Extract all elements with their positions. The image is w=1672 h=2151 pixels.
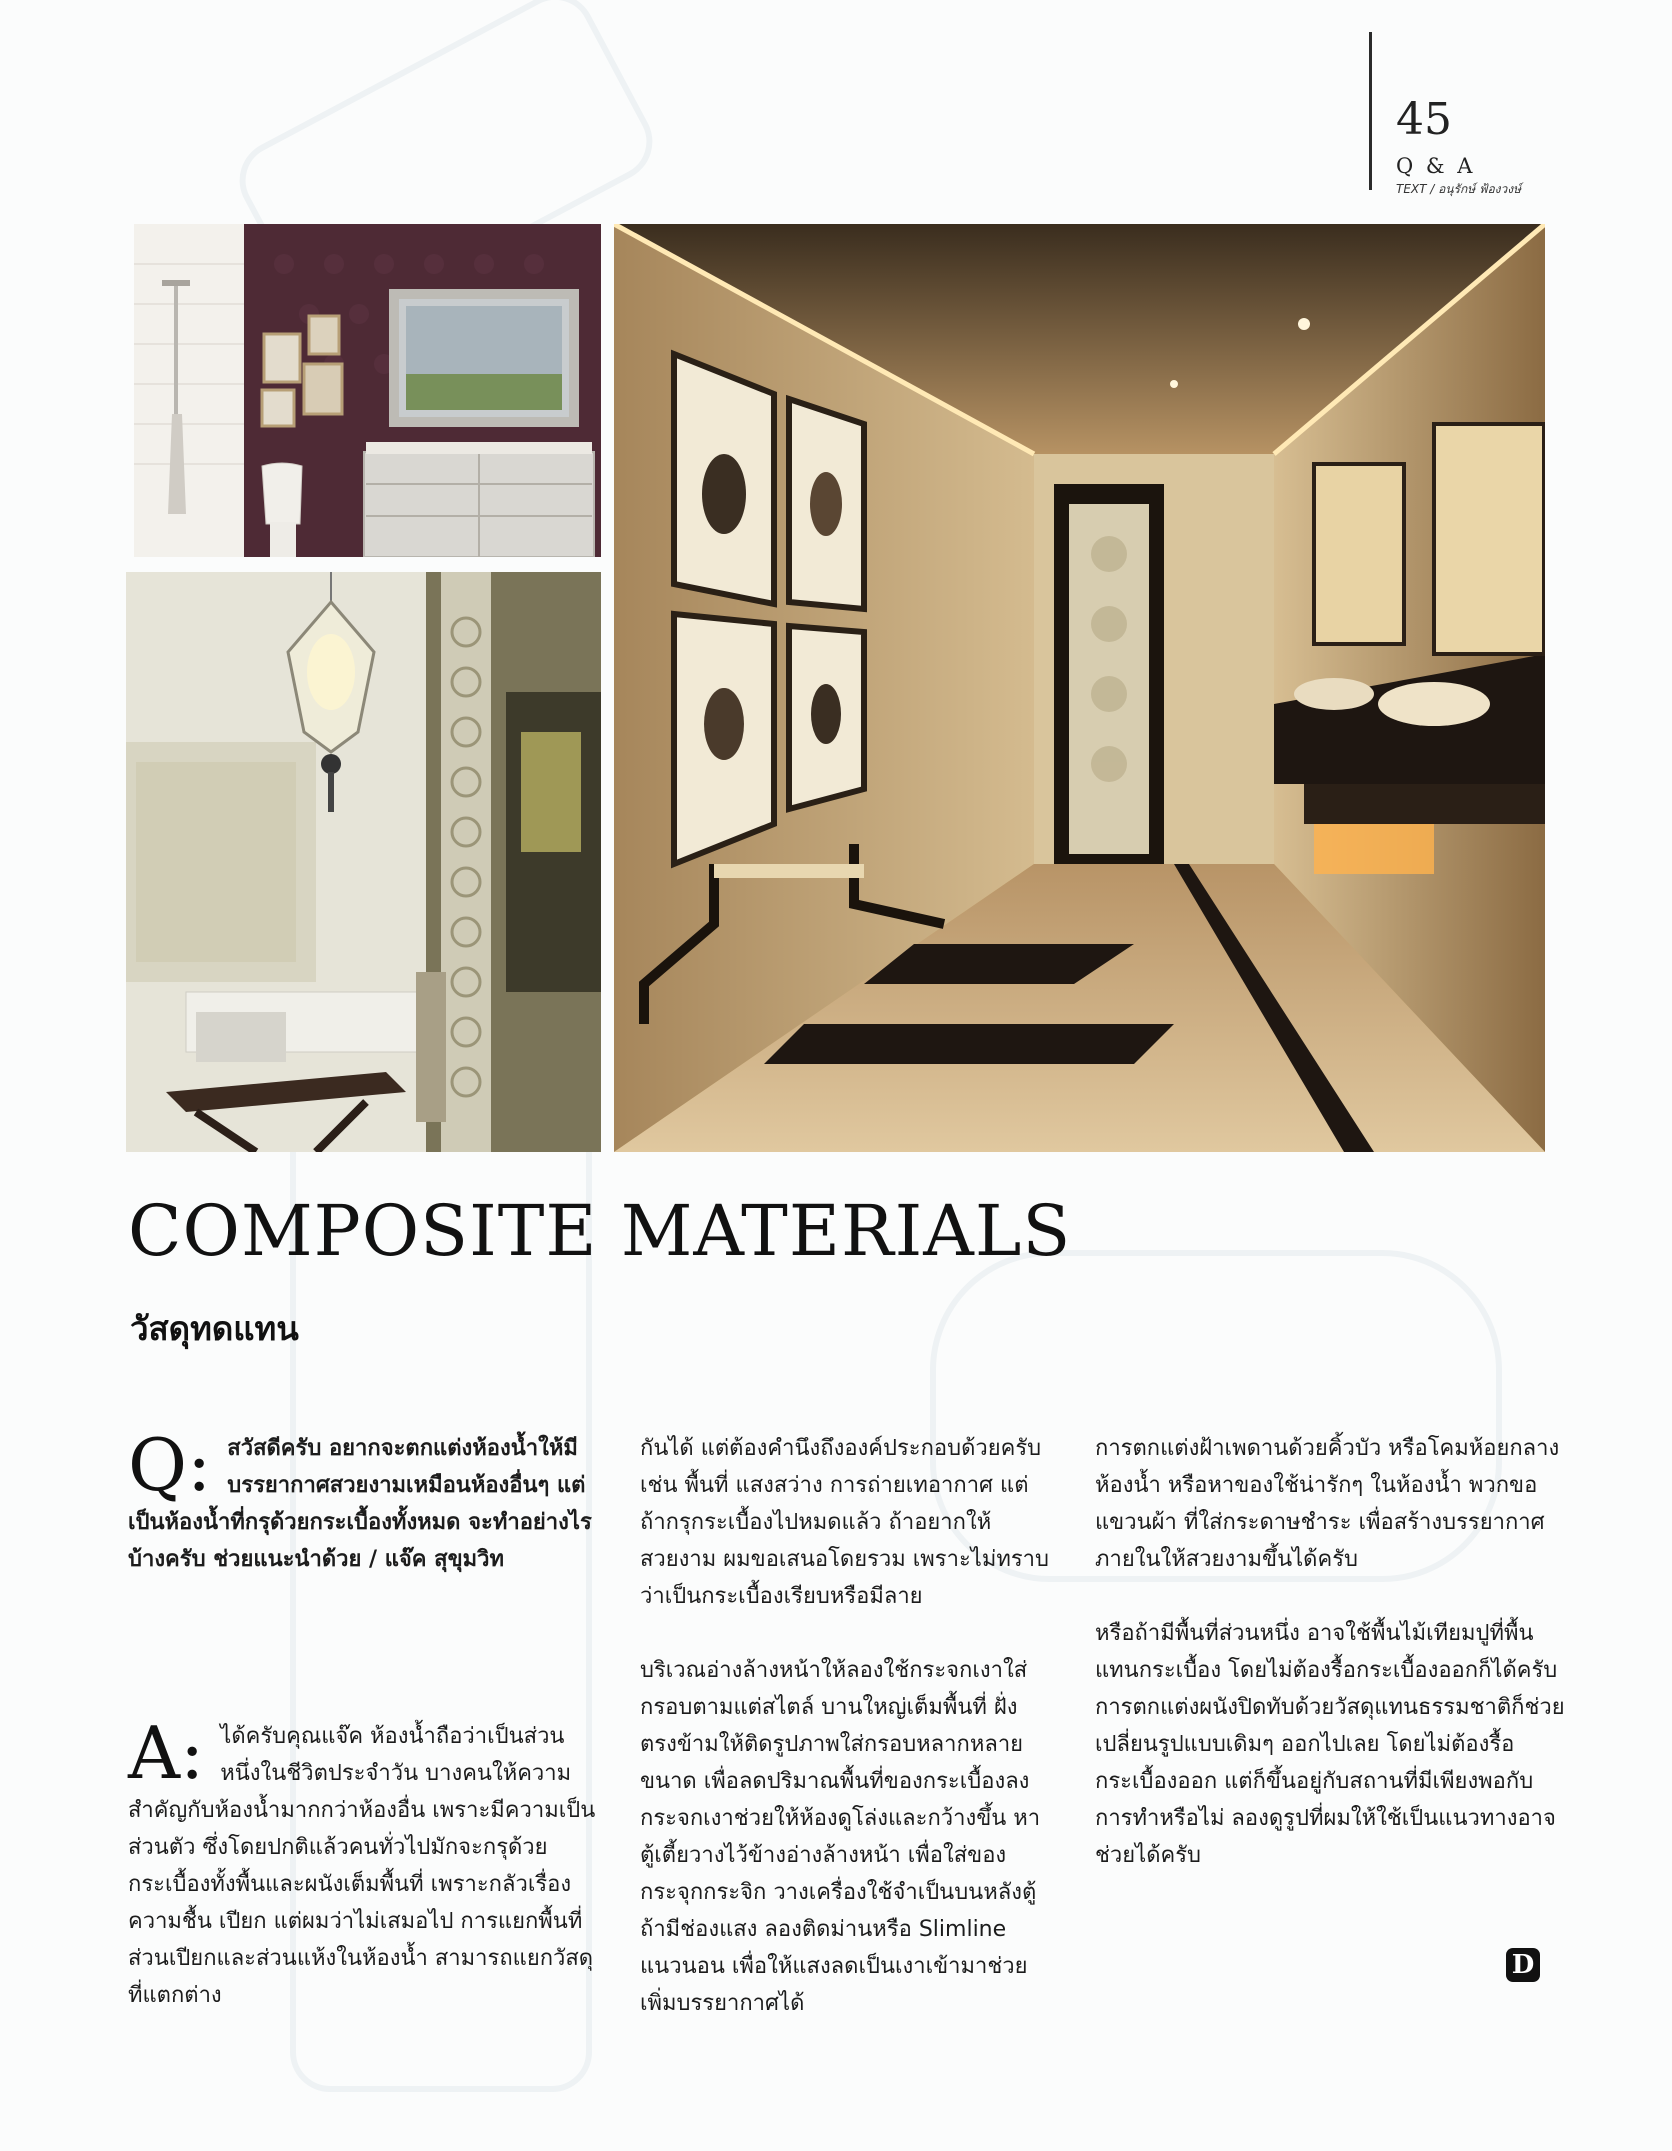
a-letter: A: — [128, 1711, 205, 1795]
article-subtitle: วัสดุทดแทน — [130, 1309, 299, 1348]
end-mark-logo: D — [1506, 1948, 1540, 1982]
page-number: 45 — [1396, 94, 1452, 145]
photo-bathroom-corridor — [614, 224, 1545, 1152]
answer-block — [128, 1711, 598, 2014]
question-block — [128, 1423, 598, 1578]
column-2 — [640, 1430, 1052, 2022]
photo-bathroom-lantern — [126, 572, 601, 1152]
column-3-paragraph-1: การตกแต่งฝ้าเพดานด้วยคิ้วบัว หรือโคมห้อยกลางห้องน้ำ หรือหาของใช้น่ารักๆ ในห้องน้ำ พวกขอแขวนผ้า ที่ใส่กระดาษชำระ เพื่อสร้างบรรยากาศภายในให้สวยงามขึ้นได้ครับ — [1095, 1436, 1560, 1572]
article-title: COMPOSITE MATERIALS — [128, 1190, 1072, 1272]
column-2-paragraph-2: บริเวณอ่างล้างหน้าให้ลองใช้กระจกเงาใส่กรอบตามแต่สไตล์ บานใหญ่เต็มพื้นที่ ฝั่งตรงข้ามให้ติดรูปภาพใส่กรอบหลากหลายขนาด เพื่อลดปริมาณพื้นที่ของกระเบื้องลง กระจกเงาช่วยให้ห้องดูโล่งและกว้างขึ้น หาตู้เตี้ยวางไว้ข้างอ่างล้างหน้า เพื่อใส่ของกระจุกกระจิก วางเครื่องใช้จำเป็นบนหลังตู้ ถ้ามีช่องแสง ลองติดม่านหรือ Slimline แนวนอน เพื่อให้แสงลดเป็นเงาเข้ามาช่วยเพิ่มบรรยากาศได้ — [640, 1658, 1041, 2016]
q-letter: Q: — [128, 1423, 212, 1507]
column-3 — [1095, 1430, 1565, 1874]
column-2-paragraph-1: กันได้ แต่ต้องคำนึงถึงองค์ประกอบด้วยครับ เช่น พื้นที่ แสงสว่าง การถ่ายเทอากาศ แต่ถ้ากรุกระเบื้องไปหมดแล้ว ถ้าอยากให้สวยงาม ผมขอเสนอโดยรวม เพราะไม่ทราบว่าเป็นกระเบื้องเรียบหรือมีลาย — [640, 1436, 1049, 1609]
header-divider — [1369, 32, 1372, 190]
column-3-paragraph-2: หรือถ้ามีพื้นที่ส่วนหนึ่ง อาจใช้พื้นไม้เทียมปูที่พื้นแทนกระเบื้อง โดยไม่ต้องรื้อกระเบื้องออกก็ได้ครับ การตกแต่งผนังปิดทับด้วยวัสดุแทนธรรมชาติก็ช่วยเปลี่ยนรูปแบบเดิมๆ ออกไปเลย โดยไม่ต้องรื้อกระเบื้องออก แต่ก็ขึ้นอยู่กับสถานที่มีเพียงพอกับการทำหรือไม่ ลองดูรูปที่ผมให้ใช้เป็นแนวทางอาจช่วยได้ครับ — [1095, 1621, 1565, 1868]
photo-bathroom-plum-wall — [134, 224, 601, 557]
question-text: สวัสดีครับ อยากจะตกแต่งห้องน้ำให้มีบรรยากาศสวยงามเหมือนห้องอื่นๆ แต่เป็นห้องน้ำที่กรุด้วยกระเบื้องทั้งหมด จะทำอย่างไรบ้างครับ ช่วยแนะนำด้วย / แจ๊ค สุขุมวิท — [128, 1436, 592, 1572]
text-credit: TEXT / อนุรักษ์ ฟ้องวงษ์ — [1396, 182, 1522, 196]
section-label: Q & A — [1396, 154, 1476, 178]
answer-paragraph-1: ได้ครับคุณแจ๊ค ห้องน้ำถือว่าเป็นส่วนหนึ่งในชีวิตประจำวัน บางคนให้ความสำคัญกับห้องน้ำมากกว่าห้องอื่น เพราะมีความเป็นส่วนตัว ซึ่งโดยปกติแล้วคนทั่วไปมักจะกรุด้วยกระเบื้องทั้งพื้นและผนังเต็มพื้นที่ เพราะกลัวเรื่องความชื้น เปียก แต่ผมว่าไม่เสมอไป การแยกพื้นที่ส่วนเปียกและส่วนแห้งในห้องน้ำ สามารถแยกวัสดุที่แตกต่าง — [128, 1724, 596, 2008]
